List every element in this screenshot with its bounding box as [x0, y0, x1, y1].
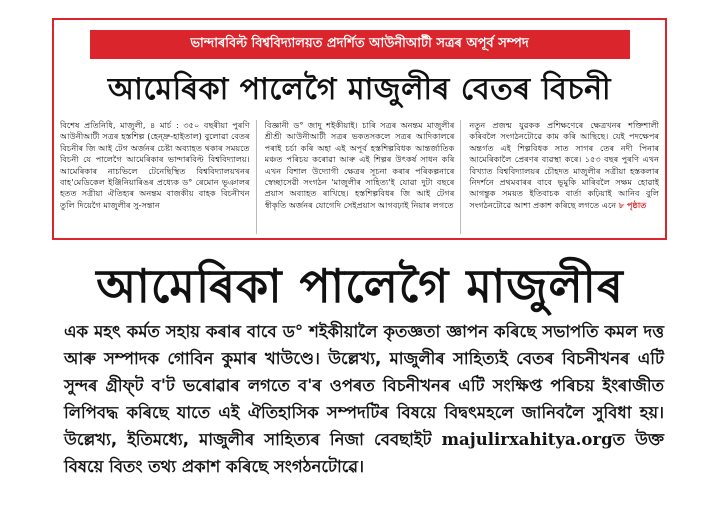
clipping-column-3-text: নতুন প্ৰজন্ম যুৱকক প্ৰশিক্ষণেৰে ক্ষেত্ৰখনৰ শক্তিশালী কৰিবলৈ সংগঠনটোৱে কাম কৰি আছিছে। যেই পদক্ষেপৰ অন্তৰ্গত এই শিল্পবিধক সাত সাগৰ তেৰ নদী পিনাৰ আমেৰিকালৈ প্ৰেৰণৰ ব্যৱস্থা কৰে। ১৫৩ বছৰ পুৰণি এখন বিখ্যাত বিশ্ববিদ্যালয়ৰ চৌহদত মাজুলীৰ সত্ৰীয়া হস্তকলাৰ নিদৰ্শনে প্ৰথমবাৰৰ বাবে ভূমুকি মাৰিবলৈ সক্ষম হোৱাই আগন্তুক সময়ত ইতিবাচক বাৰ্তা কঢ়িয়াই আনিব বুলি সংগঠনটোৱে আশা প্ৰকাশ কৰিছে লগতে এনে	[469, 120, 660, 210]
website-url: majulirxahitya.org	[441, 430, 613, 449]
clipping-kicker: ভান্দাৰবিল্ট বিশ্ববিদ্যালয়ত প্ৰদৰ্শিত আউনীআটী সত্ৰৰ অপূৰ্ব সম্পদ	[90, 30, 630, 59]
continued-marker: ৮ পৃষ্ঠাত	[618, 199, 647, 210]
newspaper-clipping	[52, 18, 667, 240]
article-body	[64, 318, 664, 480]
article-body-text: এক মহৎ কৰ্মত সহায় কৰাৰ বাবে ড° শইকীয়ালৈ কৃতজ্ঞতা জ্ঞাপন কৰিছে সভাপতি কমল দত্ত আৰু সম্পাদক গোবিন কুমাৰ খাউণ্ডে। উল্লেখ্য, মাজুলীৰ সাহিত্যই বেতৰ বিচনীখনৰ এটি সুন্দৰ গ্ৰীফ্‌ট ব'ট ভৰোৱাৰ লগতে ব'ৰ ওপৰত বিচনীখনৰ এটি সংক্ষিপ্ত পৰিচয় ইংৰাজীত লিপিবদ্ধ কৰিছে যাতে এই ঐতিহাসিক সম্পদটিৰ বিষয়ে বিদ্বৎমহলে জানিবলৈ সুবিধা হয়। উল্লেখ্য, ইতিমধ্যে, মাজুলীৰ সাহিত্যৰ নিজা বেবছাইট	[64, 322, 664, 449]
clipping-columns	[54, 120, 665, 234]
clipping-column-3	[469, 120, 659, 234]
clipping-headline: আমেৰিকা পালেগৈ মাজুলীৰ বেতৰ বিচনী	[107, 72, 612, 107]
article-headline: আমেৰিকা পালেগৈ মাজুলীৰ	[96, 259, 624, 313]
clipping-column-2: বিজ্ঞানী ড° জাদু শইকীয়াই। চাৰি সত্ৰৰ অনন্তম মাজুলীৰ শ্ৰীশ্ৰী আউনীআটী সত্ৰৰ ভকতসকলে সত্ৰৰ আদিকালৰে পৰাই চৰ্চা কৰি অহা এই অপূৰ্ব হস্তশিল্পবিধক আন্তৰ্জাতিক মঞ্চত পৰিচয় কৰোৱা আৰু এই শিল্পৰ উৎকৰ্ষ সাধন কৰি এখন বিশাল উদ্যোগী ক্ষেত্ৰৰ সূচনা কৰাৰ পৰিকল্পনাৰে স্বেচ্ছাসেৱী সংগঠন 'মাজুলীৰ সাহিত্য'ই যোৱা দুটা বছৰে প্ৰয়াস অব্যাহত ৰাখিছে। হস্তশিল্পবিধৰ জি আই টেগৰ স্বীকৃতি অৰ্জনৰ যোগেদি সেইপ্ৰয়াস আগবঢ়াই নিয়াৰ লগতে	[265, 120, 462, 234]
clipping-column-1: বিশেষ প্ৰতিনিধি, মাজুলী, ৪ মাৰ্চ : ৩৫০ বছৰীয়া পুৰণি আউনীআটী সত্ৰৰ হস্তশিল্প (হেন্দ্ৰু-হাইতাল) বুলোৱা বেতৰ বিচনীৰ জি আই টেগ অৰ্জনৰ চেষ্টা অব্যাহত থকাৰ সময়তে বিচনী যে পালেগৈ আমেৰিকাৰ ভান্দাৰবিল্ট বিশ্ববিদ্যালয়। আমেৰিকাৰ নাচভিলে টেনেছিস্থিত বিশ্ববিদ্যালয়খনৰ বাহ'মেডিকেল ইঞ্জিনিয়াৰিঙৰ প্ৰধ্যেক ড° ৰেমোন ভূঞালৰ হতত সত্ৰীয়া ঐতিহ্যৰ অনন্তম বাজকীয় বাহক বিচনীখন তুলি দিয়েগৈ মাজুলীৰ সু-সন্তান	[60, 120, 257, 234]
article-body-end: ত উক্ত বিষয়ে বিতং তথ্য প্ৰকাশ কৰিছে সংগঠনটোৱে।	[64, 430, 664, 476]
